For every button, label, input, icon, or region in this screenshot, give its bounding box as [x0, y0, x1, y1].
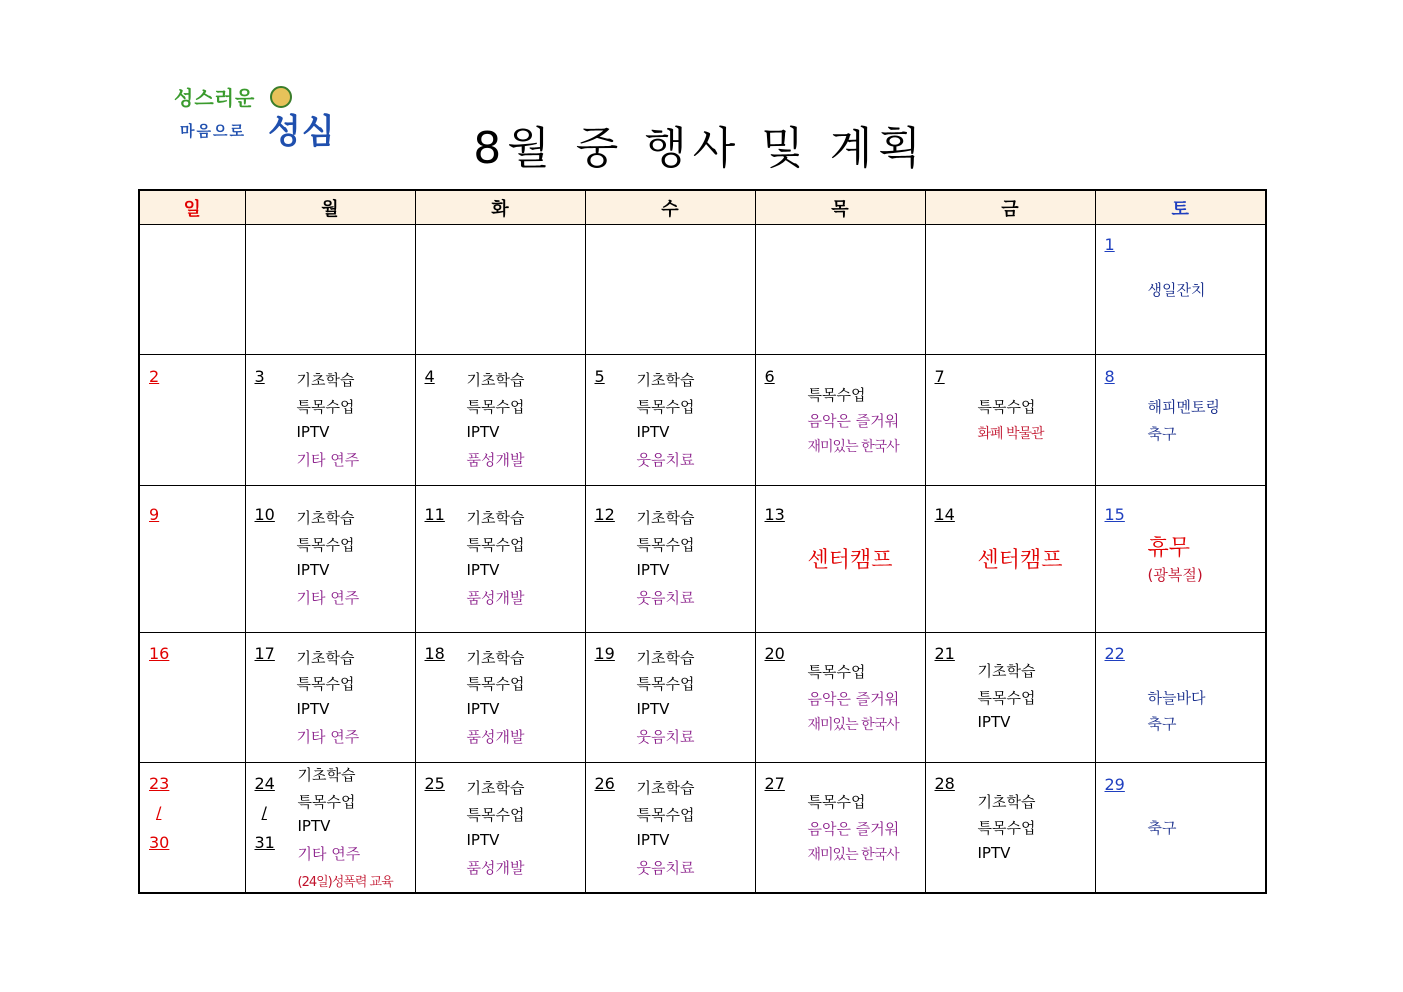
- day-cell-22: [1095, 633, 1266, 763]
- event-item: 특목수업: [636, 536, 695, 554]
- week-row-2: [139, 355, 1266, 486]
- event-item: 기초학습: [466, 649, 525, 667]
- logo-line-3: 성심: [268, 112, 336, 152]
- day-number: 5: [594, 367, 605, 386]
- event-item: 기초학습: [466, 509, 525, 527]
- event-item: 특목수업: [977, 689, 1036, 707]
- event-item: 특목수업: [807, 793, 866, 811]
- day-cell-28: [925, 763, 1095, 893]
- day-number: 2: [149, 367, 160, 386]
- week-row-1: [139, 225, 1266, 355]
- event-item: 화폐 박물관: [977, 426, 1044, 442]
- day-number: 1: [1104, 235, 1115, 254]
- day-number: 29: [1104, 775, 1125, 794]
- event-item: 기초학습: [977, 793, 1036, 811]
- page-title: 8월 중 행사 및 계획: [473, 123, 927, 174]
- event-item: 특목수업: [636, 806, 695, 824]
- event-item: 특목수업: [636, 675, 695, 693]
- day-number: 23: [149, 774, 170, 793]
- event-item: 특목수업: [466, 398, 525, 416]
- day-number: 31: [254, 833, 275, 852]
- day-number: 19: [594, 644, 615, 663]
- event-item: 특목수업: [807, 386, 866, 404]
- day-cell-7: [925, 355, 1095, 486]
- weekday-sat: 토: [1095, 190, 1266, 225]
- event-item: 특목수업: [977, 398, 1036, 416]
- event-item: 축구: [1147, 715, 1177, 733]
- event-item: IPTV: [466, 700, 500, 718]
- event-item: 웃음치료: [636, 589, 695, 607]
- event-item: 해피멘토링: [1147, 398, 1220, 416]
- event-item: 웃음치료: [636, 859, 695, 877]
- event-item: 웃음치료: [636, 451, 695, 469]
- day-cell-11: [415, 486, 585, 633]
- day-cell-2: [139, 355, 245, 486]
- event-item: 재미있는 한국사: [807, 439, 899, 455]
- day-cell-12: [585, 486, 755, 633]
- day-number: 22: [1104, 644, 1125, 663]
- event-item: 기초학습: [296, 509, 355, 527]
- calendar-table: [138, 189, 1267, 894]
- weekday-header-row: [139, 190, 1266, 225]
- event-item: 특목수업: [807, 663, 866, 681]
- day-number: 21: [934, 644, 955, 663]
- event-item: IPTV: [636, 423, 670, 441]
- day-number: 7: [934, 367, 945, 386]
- week-row-4: [139, 633, 1266, 763]
- day-number: 27: [764, 774, 785, 793]
- weekday-sun: 일: [139, 190, 245, 225]
- day-number: 30: [149, 833, 170, 852]
- day-cell-8: [1095, 355, 1266, 486]
- weekday-thu: 목: [755, 190, 925, 225]
- day-cell-17: [245, 633, 415, 763]
- event-item: 기초학습: [466, 371, 525, 389]
- event-item: IPTV: [977, 844, 1011, 862]
- day-cell-5: [585, 355, 755, 486]
- day-cell-14: [925, 486, 1095, 633]
- event-item: IPTV: [977, 713, 1011, 731]
- event-item: 품성개발: [466, 728, 525, 746]
- event-item: 특목수업: [297, 793, 356, 811]
- event-item: 재미있는 한국사: [807, 847, 899, 863]
- event-item: 품성개발: [466, 859, 525, 877]
- event-item: 생일잔치: [1147, 281, 1206, 299]
- event-item: 특목수업: [296, 536, 355, 554]
- event-item: 음악은 즐거워: [807, 820, 900, 838]
- day-number: 3: [254, 367, 265, 386]
- day-cell-empty: [755, 225, 925, 355]
- event-item: IPTV: [466, 831, 500, 849]
- weekday-mon: 월: [245, 190, 415, 225]
- logo-line-2: 마음으로: [180, 122, 246, 140]
- day-number: 24: [254, 774, 275, 793]
- event-item: 센터캠프: [807, 548, 893, 573]
- event-item: 기초학습: [296, 371, 355, 389]
- weekday-wed: 수: [585, 190, 755, 225]
- event-item: 음악은 즐거워: [807, 412, 900, 430]
- day-cell-24-31: [245, 763, 415, 893]
- day-number-separator: /: [156, 803, 162, 822]
- event-item: 기타 연주: [297, 845, 361, 863]
- day-cell-23-30: [139, 763, 245, 893]
- day-number-separator: /: [261, 803, 267, 822]
- day-cell-9: [139, 486, 245, 633]
- event-item: 특목수업: [296, 675, 355, 693]
- day-number: 12: [594, 505, 615, 524]
- day-cell-empty: [415, 225, 585, 355]
- event-item: 특목수업: [296, 398, 355, 416]
- event-item: 축구: [1147, 819, 1177, 837]
- event-item: 특목수업: [466, 536, 525, 554]
- day-number: 15: [1104, 505, 1125, 524]
- event-item: 특목수업: [977, 819, 1036, 837]
- event-item: (24일)성폭력 교육: [297, 875, 393, 890]
- day-cell-empty: [925, 225, 1095, 355]
- event-item: IPTV: [636, 831, 670, 849]
- day-number: 9: [149, 505, 160, 524]
- day-number: 28: [934, 774, 955, 793]
- event-item: 기초학습: [296, 649, 355, 667]
- day-cell-29: [1095, 763, 1266, 893]
- day-number: 10: [254, 505, 275, 524]
- day-number: 11: [424, 505, 445, 524]
- event-item: 기초학습: [297, 766, 356, 784]
- event-item: IPTV: [636, 561, 670, 579]
- event-item: IPTV: [297, 817, 331, 835]
- day-cell-15: [1095, 486, 1266, 633]
- day-cell-6: [755, 355, 925, 486]
- event-item: 센터캠프: [977, 548, 1063, 573]
- event-item: IPTV: [466, 423, 500, 441]
- day-cell-10: [245, 486, 415, 633]
- event-item: 기타 연주: [296, 451, 360, 469]
- event-item: 웃음치료: [636, 728, 695, 746]
- day-number: 6: [764, 367, 775, 386]
- day-cell-27: [755, 763, 925, 893]
- event-item: IPTV: [296, 700, 330, 718]
- event-item: 휴무: [1147, 536, 1191, 561]
- event-item: IPTV: [466, 561, 500, 579]
- event-item: 품성개발: [466, 451, 525, 469]
- day-number: 18: [424, 644, 445, 663]
- event-item: 기타 연주: [296, 589, 360, 607]
- event-item: 기초학습: [636, 371, 695, 389]
- day-cell-empty: [245, 225, 415, 355]
- event-item: 특목수업: [466, 806, 525, 824]
- day-cell-empty: [139, 225, 245, 355]
- day-cell-1: [1095, 225, 1266, 355]
- event-item: 재미있는 한국사: [807, 717, 899, 733]
- day-number: 14: [934, 505, 955, 524]
- logo-line-1: 성스러운: [174, 86, 256, 110]
- day-number: 26: [594, 774, 615, 793]
- day-number: 20: [764, 644, 785, 663]
- day-cell-21: [925, 633, 1095, 763]
- event-item: 축구: [1147, 425, 1177, 443]
- event-item: (광복절): [1147, 566, 1203, 584]
- day-cell-26: [585, 763, 755, 893]
- event-item: 특목수업: [466, 675, 525, 693]
- day-number: 8: [1104, 367, 1115, 386]
- event-item: IPTV: [636, 700, 670, 718]
- event-item: 기초학습: [636, 649, 695, 667]
- weekday-fri: 금: [925, 190, 1095, 225]
- event-item: IPTV: [296, 561, 330, 579]
- day-number: 16: [149, 644, 170, 663]
- event-item: 음악은 즐거워: [807, 690, 900, 708]
- event-item: 기타 연주: [296, 728, 360, 746]
- week-row-3: [139, 486, 1266, 633]
- event-item: 기초학습: [636, 779, 695, 797]
- event-item: 기초학습: [977, 662, 1036, 680]
- day-cell-4: [415, 355, 585, 486]
- event-item: IPTV: [296, 423, 330, 441]
- day-number: 4: [424, 367, 435, 386]
- day-cell-25: [415, 763, 585, 893]
- day-cell-19: [585, 633, 755, 763]
- event-item: 품성개발: [466, 589, 525, 607]
- day-cell-3: [245, 355, 415, 486]
- event-item: 하늘바다: [1147, 689, 1206, 707]
- event-item: 특목수업: [636, 398, 695, 416]
- day-cell-16: [139, 633, 245, 763]
- day-number: 17: [254, 644, 275, 663]
- event-item: 기초학습: [636, 509, 695, 527]
- logo: [172, 82, 362, 152]
- day-number: 13: [764, 505, 785, 524]
- day-cell-empty: [585, 225, 755, 355]
- event-item: 기초학습: [466, 779, 525, 797]
- week-row-5: [139, 763, 1266, 893]
- weekday-tue: 화: [415, 190, 585, 225]
- day-cell-20: [755, 633, 925, 763]
- day-cell-13: [755, 486, 925, 633]
- day-number: 25: [424, 774, 445, 793]
- day-cell-18: [415, 633, 585, 763]
